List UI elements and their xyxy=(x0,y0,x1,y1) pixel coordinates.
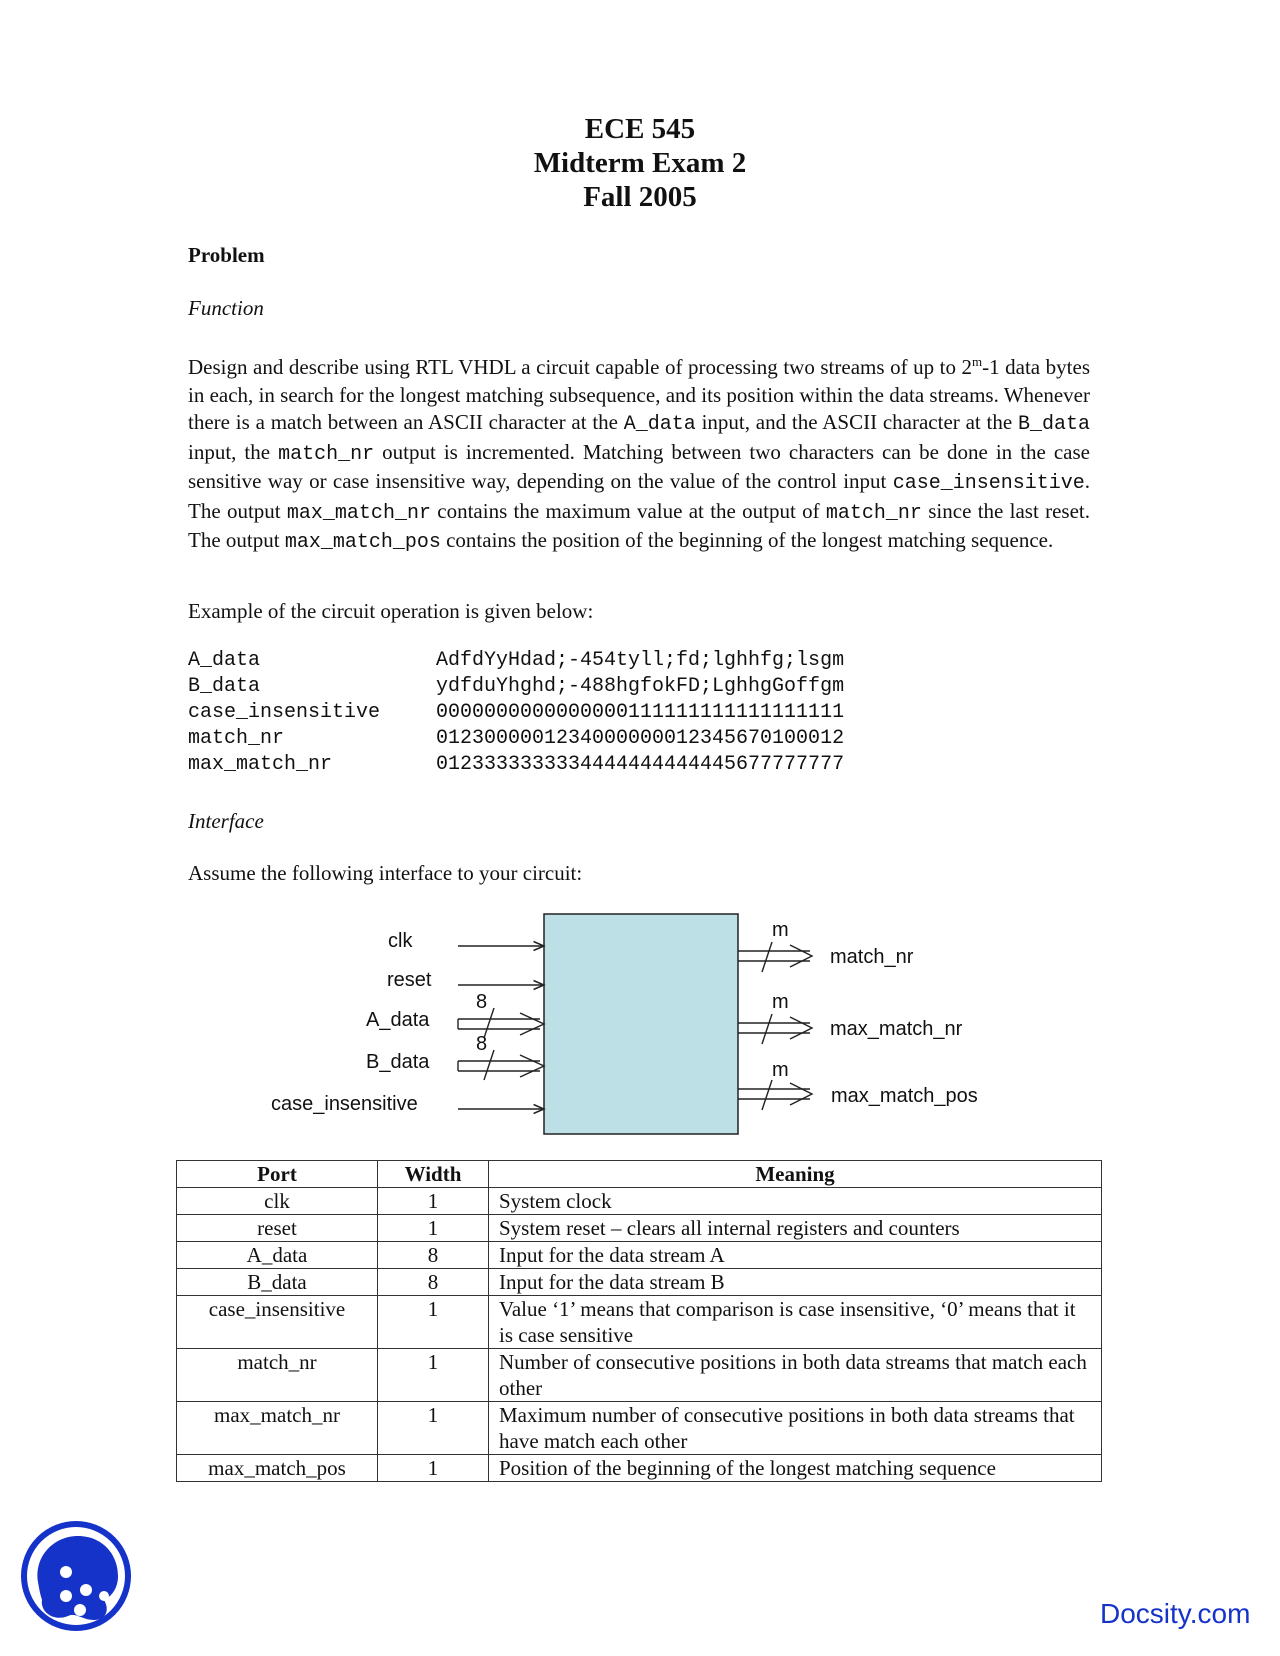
meaning-cell: Input for the data stream B xyxy=(489,1269,1102,1296)
meaning-cell: System clock xyxy=(489,1188,1102,1215)
problem-heading: Problem xyxy=(188,243,265,267)
port-cell: clk xyxy=(177,1188,378,1215)
match-nr-label: match_nr xyxy=(830,946,914,968)
meaning-cell: Input for the data stream A xyxy=(489,1242,1102,1269)
port-cell: max_match_nr xyxy=(177,1402,378,1455)
code-match-nr: match_nr xyxy=(278,442,375,466)
code-case-insensitive: case_insensitive xyxy=(892,472,1085,495)
max-match-nr-bus xyxy=(738,1014,812,1044)
code-a-data: A_data xyxy=(623,413,696,436)
meaning-cell: Number of consecutive positions in both data streams that match each other xyxy=(489,1349,1102,1402)
width-cell: 1 xyxy=(378,1215,489,1242)
code-match-nr-2: match_nr xyxy=(825,501,922,525)
port-header: Port xyxy=(177,1161,378,1188)
docsity-brand-link[interactable]: Docsity.com xyxy=(1100,1598,1251,1629)
table-row xyxy=(177,1188,1102,1215)
max-match-pos-width: m xyxy=(772,1059,789,1081)
code-max-match-pos: max_match_pos xyxy=(284,531,441,554)
case-insensitive-label: case_insensitive xyxy=(271,1093,418,1115)
match-nr-width: m xyxy=(772,919,789,941)
function-description: Design and describe using RTL VHDL a circuit capable of processing two streams of up to 2$^m$-1 data bytes in each, in search for the longest matching subsequence, and its position within the data streams. Whenever there is a match between an ASCII character at the A_data input, and the ASCII character at the B_data input, the match_nr output is incremented. Matching between two characters can be done in the case sensitive way or case insensitive way, depending on the value of the control input case_insensitive. The output max_match_nr contains the maximum value at the output of match_nr since the last reset. The output max_match_pos contains the position of the beginning of the longest matching sequence. xyxy=(188,354,1090,554)
example-intro: Example of the circuit operation is given below: xyxy=(188,599,594,623)
example-row: B_data ydfduYhghd;-488hgfokFD;LghhgGoffgm xyxy=(188,675,845,698)
example-row: max_match_nr 0123333333334444444444445677777777 xyxy=(188,753,845,776)
example-row: match_nr 0123000001234000000012345670100012 xyxy=(188,727,845,750)
interface-intro: Assume the following interface to your circuit: xyxy=(188,861,583,885)
port-table xyxy=(176,1160,1102,1482)
b-data-label: B_data xyxy=(366,1051,430,1073)
port-table-header xyxy=(177,1161,1102,1188)
a-data-bus xyxy=(458,1008,544,1038)
circuit-block xyxy=(544,914,738,1134)
width-cell: 1 xyxy=(378,1188,489,1215)
port-cell: match_nr xyxy=(177,1349,378,1402)
b-data-bus xyxy=(458,1050,544,1080)
a-data-width: 8 xyxy=(476,991,488,1013)
table-row xyxy=(177,1402,1102,1455)
meaning-cell: Position of the beginning of the longest matching sequence xyxy=(489,1455,1102,1482)
table-row xyxy=(177,1455,1102,1482)
example-row: case_insensitive 0000000000000000111111111111111111 xyxy=(188,701,845,724)
table-row xyxy=(177,1296,1102,1349)
term-title: Fall 2005 xyxy=(583,181,697,213)
meaning-cell: Maximum number of consecutive positions in both data streams that have match each other xyxy=(489,1402,1102,1455)
table-row xyxy=(177,1269,1102,1296)
interface-heading: Interface xyxy=(188,809,264,833)
interface-diagram xyxy=(250,900,1030,1150)
port-cell: case_insensitive xyxy=(177,1296,378,1349)
exam-title: Midterm Exam 2 xyxy=(533,147,747,179)
port-cell: max_match_pos xyxy=(177,1455,378,1482)
a-data-label: A_data xyxy=(366,1009,430,1031)
max-match-pos-bus xyxy=(738,1080,812,1110)
example-row: A_data AdfdYyHdad;-454tyll;fd;lghhfg;lsgm xyxy=(188,649,845,672)
port-cell: B_data xyxy=(177,1269,378,1296)
match-nr-bus xyxy=(738,942,812,972)
meaning-header: Meaning xyxy=(489,1161,1102,1188)
table-row xyxy=(177,1349,1102,1402)
clk-label: clk xyxy=(388,930,413,952)
exponent-m: m xyxy=(972,354,983,369)
table-row xyxy=(177,1242,1102,1269)
width-header: Width xyxy=(378,1161,489,1188)
port-cell: reset xyxy=(177,1215,378,1242)
document-title xyxy=(0,112,1280,214)
code-max-match-nr: max_match_nr xyxy=(286,501,431,525)
width-cell: 1 xyxy=(378,1455,489,1482)
max-match-nr-label: max_match_nr xyxy=(830,1018,963,1040)
function-heading: Function xyxy=(188,296,264,320)
max-match-pos-label: max_match_pos xyxy=(831,1085,978,1107)
reset-label: reset xyxy=(387,969,432,991)
code-b-data: B_data xyxy=(1017,413,1090,436)
port-cell: A_data xyxy=(177,1242,378,1269)
course-title: ECE 545 xyxy=(584,113,696,145)
width-cell: 8 xyxy=(378,1269,489,1296)
width-cell: 1 xyxy=(378,1349,489,1402)
width-cell: 1 xyxy=(378,1296,489,1349)
example-table xyxy=(188,648,844,778)
docsity-logo-icon[interactable] xyxy=(20,1520,132,1632)
width-cell: 8 xyxy=(378,1242,489,1269)
width-cell: 1 xyxy=(378,1402,489,1455)
table-row xyxy=(177,1215,1102,1242)
meaning-cell: System reset – clears all internal registers and counters xyxy=(489,1215,1102,1242)
max-match-nr-width: m xyxy=(772,991,789,1013)
meaning-cell: Value ‘1’ means that comparison is case insensitive, ‘0’ means that it is case sensitive xyxy=(489,1296,1102,1349)
b-data-width: 8 xyxy=(476,1033,488,1055)
